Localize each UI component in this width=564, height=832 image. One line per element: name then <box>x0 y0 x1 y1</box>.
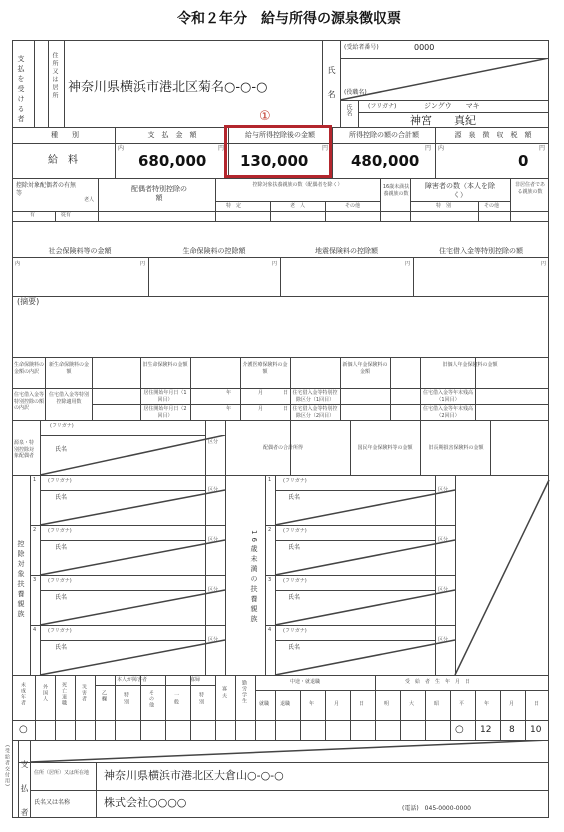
payment-amount: 680,000 <box>138 152 207 170</box>
birth-day-label: 日 <box>534 701 540 707</box>
yen-mark-7: 円 <box>405 261 411 267</box>
new-life-label: 新生命保険料の金額 <box>48 362 89 375</box>
header-after-deduction: 給与所得控除後の金額 <box>245 131 315 139</box>
payee-furigana: ジングウ マキ <box>424 102 480 110</box>
elderly-label: 老人 <box>84 197 95 203</box>
document-title: 令和２年分 給与所得の源泉徴収票 <box>177 11 401 27</box>
dependents-label: 控除対象扶養親族の数（配偶者を除く） <box>252 182 343 188</box>
payee-section-label: 支払を受ける者 <box>17 55 25 125</box>
day-col-label: 日 <box>359 701 365 707</box>
month-mark-1: 月 <box>258 390 264 396</box>
disaster-label: 災害者 <box>81 684 87 702</box>
dep-left-kubun-3: 区分 <box>208 587 219 593</box>
minor-label: 未成年者 <box>20 682 26 706</box>
nursing-label: 介護医療保険料の金額 <box>242 362 288 375</box>
payer-address: 神奈川県横浜市港北区大倉山○-○-○ <box>104 769 284 782</box>
dep-right-name-1: 氏名 <box>288 494 301 501</box>
dep-right-kubun-1: 区分 <box>438 487 449 493</box>
tokubetsu2-label: 特別 <box>198 692 204 706</box>
other2-label: その他 <box>484 203 500 209</box>
dep-right-furigana-4: (フリガナ) <box>283 628 307 634</box>
highlight-box <box>224 125 332 178</box>
header-withholding: 源 泉 徴 収 税 額 <box>454 131 532 139</box>
housing-loan-header: 住宅借入金等特別控除の額 <box>439 247 523 255</box>
name-label: 氏名 <box>327 66 336 114</box>
taisho-label: 大 <box>409 701 415 707</box>
dep-left-furigana-1: (フリガナ) <box>48 478 72 484</box>
payer-name-label: 氏名又は名称 <box>34 799 71 806</box>
dep-left-name-2: 氏名 <box>55 544 68 551</box>
new-pension-label: 新個人年金保険料の金額 <box>342 362 388 375</box>
header-total-deduction: 所得控除の額の合計額 <box>349 131 419 139</box>
furigana-label: (フリガナ) <box>368 103 397 110</box>
housing-start1-label: 居住開始年月日（1回目） <box>143 390 187 403</box>
spouse-income-label: 配偶者の合計所得 <box>262 445 303 451</box>
header-type: 種 別 <box>51 131 79 139</box>
spouse-section-label: 源泉・特別控除対象配偶者 <box>14 440 35 459</box>
dep-left-name-4: 氏名 <box>55 644 68 651</box>
yen-mark-2: 円 <box>322 145 329 152</box>
dep-left-num-4: 4 <box>33 627 37 633</box>
after-deduction-amount: 130,000 <box>240 152 309 170</box>
dep-right-kubun-4: 区分 <box>438 637 449 643</box>
housing-breakdown-label: 住宅借入金等特別控除の額の内訳 <box>14 392 45 411</box>
disabled-self-label: 本人が障害者 <box>117 677 148 683</box>
ippan-label: 一般 <box>173 692 179 706</box>
name-label-small: 氏名 <box>345 104 352 116</box>
housing-balance2-label: 住宅借入金等年末残高（2回目） <box>422 406 473 419</box>
recipient-number-label: (受給者番号) <box>344 44 379 51</box>
employ-label: 就職 <box>259 701 270 707</box>
payer-side-label: (受給者交付用) <box>4 745 10 787</box>
payee-address: 神奈川県横浜市港北区菊名○-○-○ <box>68 80 268 95</box>
spouse-label: 控除対象配偶者の有無等 <box>16 182 77 197</box>
otsu-label: 乙欄 <box>101 690 107 702</box>
birth-label: 受 給 者 生 年 月 日 <box>405 679 471 685</box>
dep-left-name-1: 氏名 <box>55 494 68 501</box>
birth-month-label: 月 <box>509 701 515 707</box>
housing-start2-label: 居住開始年月日（2回目） <box>143 406 187 419</box>
year-col-label: 年 <box>309 701 315 707</box>
foreigner-label: 外国人 <box>42 684 48 702</box>
month-col-label: 月 <box>334 701 340 707</box>
tokubetsu-label: 特別 <box>123 692 129 706</box>
day-mark-1: 日 <box>283 390 289 396</box>
dep-left-furigana-2: (フリガナ) <box>48 528 72 534</box>
payer-diagonal <box>30 740 549 762</box>
uchi-mark-3: 内 <box>15 261 21 267</box>
payer-name: 株式会社○○○○ <box>104 796 187 809</box>
widower-label: 寡夫 <box>221 686 227 700</box>
month-mark-2: 月 <box>258 406 264 412</box>
pension-label: 国民年金保険料等の金額 <box>357 445 413 451</box>
under16-label: 16歳未満扶養親族の数 <box>382 184 410 197</box>
meiji-label: 明 <box>384 701 390 707</box>
birth-year-value: 12 <box>480 725 492 735</box>
dep-left-kubun-1: 区分 <box>208 487 219 493</box>
dep-right-num-3: 3 <box>268 577 272 583</box>
dep-right-kubun-3: 区分 <box>438 587 449 593</box>
dep-right-name-3: 氏名 <box>288 594 301 601</box>
spouse-furigana: (フリガナ) <box>50 423 74 429</box>
payee-name: 神宮 真紀 <box>410 114 476 127</box>
dep-right-name-2: 氏名 <box>288 544 301 551</box>
dep-right-kubun-2: 区分 <box>438 537 449 543</box>
earthquake-insurance-header: 地震保険料の控除額 <box>315 247 378 255</box>
heisei-label: 平 <box>459 701 465 707</box>
uchi-mark-2: 内 <box>438 145 445 152</box>
dep-left-kubun-2: 区分 <box>208 537 219 543</box>
dependents-right-label: 16歳未満の扶養親族 <box>250 530 258 625</box>
dep-right-furigana-2: (フリガナ) <box>283 528 307 534</box>
life-insurance-header: 生命保険料の控除額 <box>182 247 246 255</box>
housing-count-label: 住宅借入金等特別控除適用数 <box>48 392 89 405</box>
subordinate-label: 従有 <box>61 212 72 218</box>
payer-section-label: 支払者 <box>20 760 29 832</box>
dep-right-furigana-3: (フリガナ) <box>283 578 307 584</box>
spouse-special-label: 配偶者特別控除の額 <box>131 185 187 203</box>
old-pension-label: 旧個人年金保険料の金額 <box>442 362 498 368</box>
showa-label: 昭 <box>434 701 440 707</box>
other-label: その他 <box>345 203 361 209</box>
payer-address-label: 住所（居所）又は所在地 <box>34 770 90 776</box>
widow-label: 寡婦 <box>190 677 201 683</box>
total-deduction-amount: 480,000 <box>351 152 420 170</box>
dep-right-num-1: 1 <box>268 477 272 483</box>
yen-mark-6: 円 <box>272 261 278 267</box>
housing-kubun2-label: 住宅借入金等特別控除区分（2回目） <box>292 406 338 419</box>
year-mark-2: 年 <box>226 406 232 412</box>
payee-address-label: 住所又は居所 <box>51 52 58 100</box>
old-life-label: 旧生命保険料の金額 <box>142 362 188 368</box>
yen-mark-3: 円 <box>425 145 432 152</box>
spouse-name-label: 氏名 <box>55 446 68 453</box>
special-label: 特 別 <box>436 203 452 209</box>
yen-mark-4: 円 <box>539 145 546 152</box>
spouse-diagonal <box>40 435 225 475</box>
dependents-diagonals <box>0 475 564 675</box>
specific-label: 特 定 <box>226 203 242 209</box>
dep-left-kubun-4: 区分 <box>208 637 219 643</box>
birth-day-value: 10 <box>530 725 542 735</box>
yen-mark-1: 円 <box>218 145 225 152</box>
recipient-number: 0000 <box>414 43 435 52</box>
housing-kubun1-label: 住宅借入金等特別控除区分（1回目） <box>292 390 338 403</box>
dep-left-furigana-3: (フリガナ) <box>48 578 72 584</box>
type-value: 給 料 <box>48 155 78 166</box>
dep-right-num-4: 4 <box>268 627 272 633</box>
name-diagonal <box>340 58 549 100</box>
birth-year-label: 年 <box>484 701 490 707</box>
dependents-left-label: 控除対象扶養親族 <box>17 540 25 620</box>
death-label: 死亡退職 <box>61 682 67 706</box>
dep-right-furigana-1: (フリガナ) <box>283 478 307 484</box>
yen-mark-8: 円 <box>541 261 547 267</box>
spouse-kubun: 区分 <box>208 439 219 445</box>
uchi-mark-1: 内 <box>118 145 125 152</box>
heisei-mark: ○ <box>455 724 464 735</box>
dep-left-num-2: 2 <box>33 527 37 533</box>
social-insurance-header: 社会保険料等の金額 <box>48 247 112 255</box>
birth-month-value: 8 <box>509 725 515 735</box>
yes-label: 有 <box>30 212 36 218</box>
disabled-label: 障害者の数（本人を除く） <box>425 182 495 200</box>
midyear-label: 中途・就退職 <box>290 679 321 685</box>
student-label: 勤労学生 <box>241 680 247 704</box>
nonresident-label: 非居住者である親族の数 <box>514 182 545 195</box>
remarks-label: (摘要) <box>17 297 40 306</box>
retire-label: 退職 <box>280 701 291 707</box>
day-mark-2: 日 <box>283 406 289 412</box>
dep-left-num-3: 3 <box>33 577 37 583</box>
header-payment: 支 払 金 額 <box>147 131 197 139</box>
year-mark-1: 年 <box>226 390 232 396</box>
housing-balance1-label: 住宅借入金等年末残高（1回目） <box>422 390 473 403</box>
old-longterm-label: 旧長期損害保険料の金額 <box>428 445 484 451</box>
dep-left-name-3: 氏名 <box>55 594 68 601</box>
yen-mark-5: 円 <box>140 261 146 267</box>
withholding-tax-amount: 0 <box>518 152 529 170</box>
minor-mark: ○ <box>19 724 28 735</box>
elderly2-label: 老 人 <box>290 203 306 209</box>
payer-phone: (電話) 045-0000-0000 <box>402 805 472 812</box>
dep-left-num-1: 1 <box>33 477 37 483</box>
sonota-label: その他 <box>148 690 154 708</box>
dep-right-name-4: 氏名 <box>288 644 301 651</box>
dep-right-num-2: 2 <box>268 527 272 533</box>
position-label: (役職名) <box>344 89 367 96</box>
dep-left-furigana-4: (フリガナ) <box>48 628 72 634</box>
insurance-breakdown-label: 生命保険料の金額の内訳 <box>14 362 45 375</box>
annotation-circle-1: ① <box>259 109 271 124</box>
